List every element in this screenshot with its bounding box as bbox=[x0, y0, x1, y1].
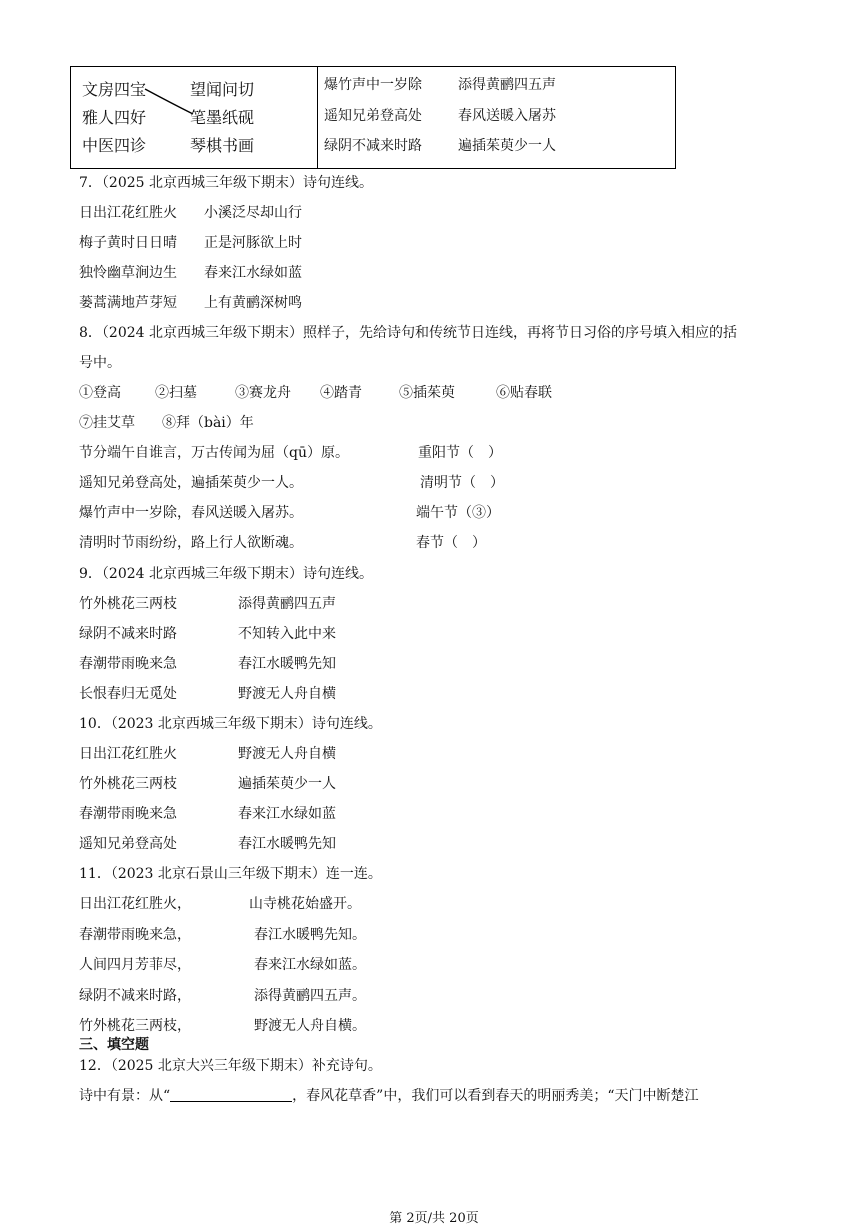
poem-line: 爆竹声中一岁除，春风送暖入屠苏。 bbox=[79, 505, 303, 521]
poem-line: 遥知兄弟登高处，遍插茱萸少一人。 bbox=[79, 475, 303, 491]
poem-line: 日出江花红胜火 bbox=[79, 746, 177, 762]
question-title: 9．（2024 北京西城三年级下期末）诗句连线。 bbox=[79, 566, 373, 582]
poem-line: 春来江水绿如蓝。 bbox=[254, 957, 366, 973]
festival-answer: 端午节（③） bbox=[416, 505, 500, 521]
question-title: 7．（2025 北京西城三年级下期末）诗句连线。 bbox=[79, 175, 373, 191]
box-poem: 爆竹声中一岁除 bbox=[324, 77, 422, 93]
option: ⑥贴春联 bbox=[496, 385, 552, 401]
poem-line: 竹外桃花三两枝， bbox=[79, 1018, 191, 1034]
box-poem: 遍插茱萸少一人 bbox=[458, 138, 556, 154]
fill-blank-sentence bbox=[79, 1085, 699, 1105]
question-title: 10．（2023 北京西城三年级下期末）诗句连线。 bbox=[79, 716, 382, 732]
box-item: 笔墨纸砚 bbox=[190, 108, 255, 127]
festival-answer: 清明节（ ） bbox=[420, 475, 504, 491]
poem-line: 蒌蒿满地芦芽短 bbox=[79, 295, 177, 311]
box-item: 雅人四好 bbox=[82, 108, 147, 127]
poem-line: 春来江水绿如蓝 bbox=[204, 265, 302, 281]
poem-line: 遍插茱萸少一人 bbox=[238, 776, 336, 792]
box-item: 文房四宝 bbox=[82, 80, 147, 99]
option: ④踏青 bbox=[320, 385, 362, 401]
poem-line: 野渡无人舟自横 bbox=[238, 686, 336, 702]
option: ①登高 bbox=[79, 385, 121, 401]
box-item: 中医四诊 bbox=[82, 136, 147, 155]
answer-blank[interactable] bbox=[170, 1087, 292, 1102]
poem-line: 添得黄鹂四五声。 bbox=[254, 988, 366, 1004]
box-poem: 添得黄鹂四五声 bbox=[458, 77, 556, 93]
poem-line: 野渡无人舟自横 bbox=[238, 746, 336, 762]
poem-line: 竹外桃花三两枝 bbox=[79, 596, 177, 612]
question-title: 号中。 bbox=[79, 355, 121, 371]
poem-line: 绿阴不减来时路 bbox=[79, 626, 177, 642]
box-divider bbox=[317, 67, 318, 168]
poem-line: 竹外桃花三两枝 bbox=[79, 776, 177, 792]
poem-line: 长恨春归无觅处 bbox=[79, 686, 177, 702]
poem-line: 春潮带雨晚来急， bbox=[79, 927, 191, 943]
poem-line: 春江水暖鸭先知 bbox=[238, 836, 336, 852]
question-title: 8．（2024 北京西城三年级下期末）照样子，先给诗句和传统节日连线，再将节日习俗的序号填入相应的括 bbox=[79, 325, 737, 341]
poem-line: 春潮带雨晚来急 bbox=[79, 806, 177, 822]
option: ③赛龙舟 bbox=[235, 385, 291, 401]
question-title: 11．（2023 北京石景山三年级下期末）连一连。 bbox=[79, 866, 382, 882]
festival-answer: 春节（ ） bbox=[416, 535, 486, 551]
poem-line: 节分端午自谁言，万古传闻为屈（qū）原。 bbox=[79, 445, 349, 461]
poem-line: 山寺桃花始盛开。 bbox=[249, 896, 361, 912]
poem-line: 独怜幽草涧边生 bbox=[79, 265, 177, 281]
poem-line: 梅子黄时日日晴 bbox=[79, 235, 177, 251]
box-item: 望闻问切 bbox=[190, 80, 255, 99]
box-poem: 绿阴不减来时路 bbox=[324, 138, 422, 154]
poem-line: 遥知兄弟登高处 bbox=[79, 836, 177, 852]
box-poem: 遥知兄弟登高处 bbox=[324, 108, 422, 124]
sentence-end: ，春风花草香”中，我们可以看到春天的明丽秀美；“天门中断楚江 bbox=[292, 1088, 699, 1104]
poem-line: 正是河豚欲上时 bbox=[204, 235, 302, 251]
poem-line: 春江水暖鸭先知。 bbox=[254, 927, 366, 943]
sentence-start: 诗中有景：从“ bbox=[79, 1088, 171, 1104]
poem-line: 小溪泛尽却山行 bbox=[204, 205, 302, 221]
poem-line: 春来江水绿如蓝 bbox=[238, 806, 336, 822]
option: ⑧拜（bài）年 bbox=[162, 415, 254, 431]
poem-line: 绿阴不减来时路， bbox=[79, 988, 191, 1004]
option: ⑦挂艾草 bbox=[79, 415, 135, 431]
poem-line: 春江水暖鸭先知 bbox=[238, 656, 336, 672]
poem-line: 上有黄鹂深树鸣 bbox=[204, 295, 302, 311]
option: ②扫墓 bbox=[155, 385, 197, 401]
section-heading: 三、填空题 bbox=[79, 1037, 149, 1053]
poem-line: 日出江花红胜火， bbox=[79, 896, 191, 912]
question-title: 12．（2025 北京大兴三年级下期末）补充诗句。 bbox=[79, 1058, 382, 1074]
option: ⑤插茱萸 bbox=[399, 385, 455, 401]
box-poem: 春风送暖入屠苏 bbox=[458, 108, 556, 124]
poem-line: 添得黄鹂四五声 bbox=[238, 596, 336, 612]
poem-line: 春潮带雨晚来急 bbox=[79, 656, 177, 672]
poem-line: 清明时节雨纷纷，路上行人欲断魂。 bbox=[79, 535, 303, 551]
page-number: 第 2页/共 20页 bbox=[389, 1211, 479, 1226]
festival-answer: 重阳节（ ） bbox=[418, 445, 502, 461]
poem-line: 人间四月芳菲尽， bbox=[79, 957, 191, 973]
box-item: 琴棋书画 bbox=[190, 136, 255, 155]
poem-line: 不知转入此中来 bbox=[238, 626, 336, 642]
poem-line: 野渡无人舟自横。 bbox=[254, 1018, 366, 1034]
poem-line: 日出江花红胜火 bbox=[79, 205, 177, 221]
